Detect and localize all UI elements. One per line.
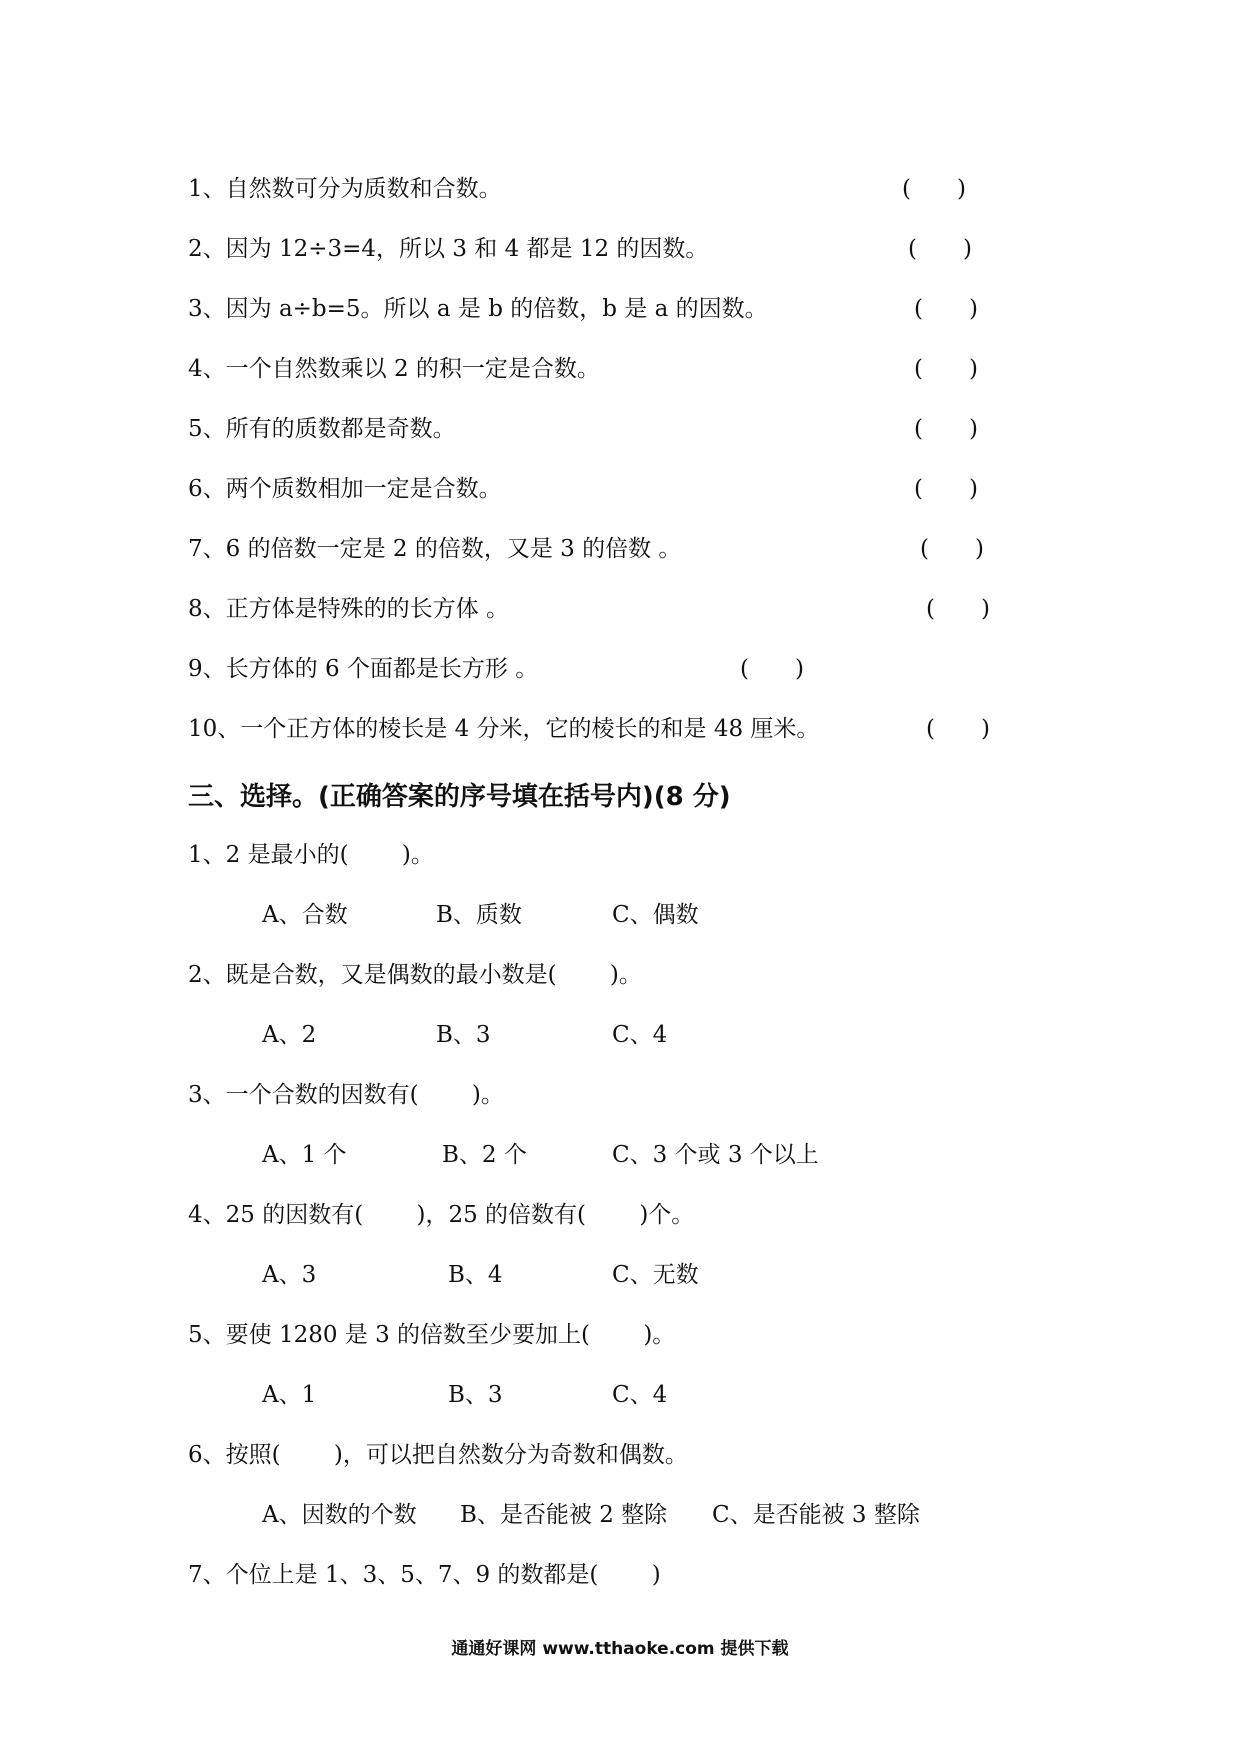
question-text: 10、一个正方体的棱长是 4 分米，它的棱长的和是 48 厘米。	[188, 716, 820, 742]
option-b: B、4	[448, 1262, 503, 1288]
question-text: 1、自然数可分为质数和合数。	[188, 176, 502, 202]
question-text: 9、长方体的 6 个面都是长方形 。	[188, 656, 539, 682]
question-text: 8、正方体是特殊的的长方体 。	[188, 596, 509, 622]
answer-parentheses: ( )	[908, 236, 972, 262]
answer-parentheses: ( )	[926, 596, 990, 622]
answer-parentheses: ( )	[902, 176, 966, 202]
question-text: 7、6 的倍数一定是 2 的倍数，又是 3 的倍数 。	[188, 536, 682, 562]
option-a: A、3	[262, 1262, 317, 1288]
option-b: B、质数	[436, 902, 522, 928]
question-text: 7、个位上是 1、3、5、7、9 的数都是( )	[188, 1562, 661, 1588]
answer-parentheses: ( )	[914, 356, 978, 382]
answer-parentheses: ( )	[920, 536, 984, 562]
question-text: 1、2 是最小的( )。	[188, 842, 434, 868]
option-c: C、偶数	[612, 902, 699, 928]
question-text: 6、按照( )，可以把自然数分为奇数和偶数。	[188, 1442, 688, 1468]
option-a: A、2	[262, 1022, 317, 1048]
question-text: 5、所有的质数都是奇数。	[188, 416, 456, 442]
option-b: B、3	[448, 1382, 503, 1408]
question-text: 6、两个质数相加一定是合数。	[188, 476, 502, 502]
answer-parentheses: ( )	[914, 476, 978, 502]
option-c: C、3 个或 3 个以上	[612, 1142, 819, 1168]
question-text: 3、因为 a÷b=5。所以 a 是 b 的倍数，b 是 a 的因数。	[188, 296, 768, 322]
option-b: B、是否能被 2 整除	[460, 1502, 668, 1528]
question-text: 4、一个自然数乘以 2 的积一定是合数。	[188, 356, 600, 382]
option-c: C、无数	[612, 1262, 699, 1288]
question-text: 3、一个合数的因数有( )。	[188, 1082, 504, 1108]
option-a: A、合数	[262, 902, 348, 928]
question-text: 5、要使 1280 是 3 的倍数至少要加上( )。	[188, 1322, 676, 1348]
answer-parentheses: ( )	[926, 716, 990, 742]
question-text: 4、25 的因数有( )，25 的倍数有( )个。	[188, 1202, 695, 1228]
option-b: B、2 个	[442, 1142, 527, 1168]
question-text: 2、既是合数，又是偶数的最小数是( )。	[188, 962, 642, 988]
answer-parentheses: ( )	[914, 296, 978, 322]
option-b: B、3	[436, 1022, 491, 1048]
option-a: A、因数的个数	[262, 1502, 417, 1528]
page-footer: 通通好课网 www.tthaoke.com 提供下载	[451, 1639, 789, 1659]
answer-parentheses: ( )	[740, 656, 804, 682]
option-a: A、1 个	[262, 1142, 347, 1168]
section-heading: 三、选择。(正确答案的序号填在括号内)(8 分)	[188, 782, 731, 812]
option-c: C、4	[612, 1022, 668, 1048]
option-c: C、4	[612, 1382, 668, 1408]
question-text: 2、因为 12÷3=4，所以 3 和 4 都是 12 的因数。	[188, 236, 709, 262]
option-a: A、1	[262, 1382, 317, 1408]
answer-parentheses: ( )	[914, 416, 978, 442]
option-c: C、是否能被 3 整除	[712, 1502, 920, 1528]
